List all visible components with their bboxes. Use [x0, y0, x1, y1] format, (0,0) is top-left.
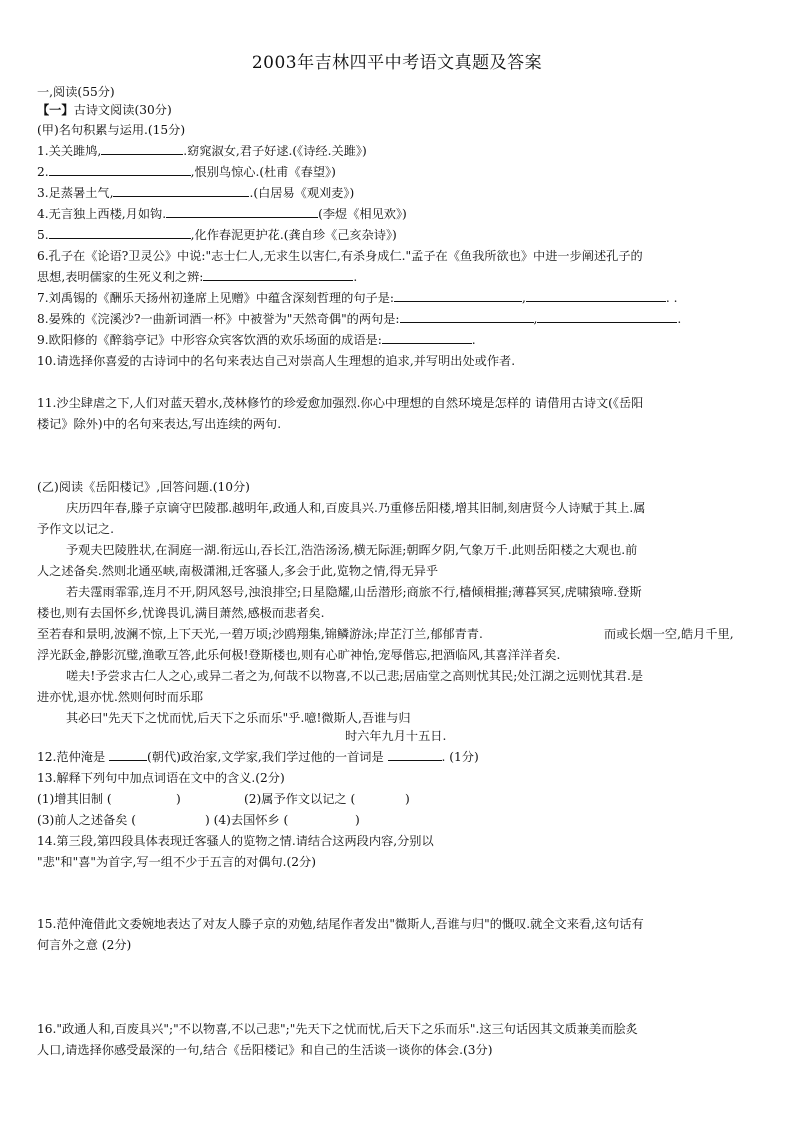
answer-blank[interactable]	[109, 748, 147, 761]
passage-line: 予作文以记之.	[37, 522, 114, 536]
passage-line: 人之述备矣.然则北通巫峡,南极潇湘,迁客骚人,多会于此,览物之情,得无异乎	[37, 564, 439, 578]
answer-blank[interactable]	[394, 289, 522, 302]
passage-line: 嗟夫!予尝求古仁人之心,或异二者之为,何哉不以物喜,不以己悲;居庙堂之高则忧其民;处江湖之远则忧其君.是	[66, 669, 644, 683]
answer-blank[interactable]	[526, 289, 666, 302]
answer-blank[interactable]	[166, 205, 318, 218]
subpart-heading-b: (乙)阅读《岳阳楼记》,回答问题.(10分)	[37, 480, 250, 494]
passage-line: 浮光跃金,静影沉璧,渔歌互答,此乐何极!登斯楼也,则有心旷神怡,宠辱偕忘,把酒临风,其喜洋洋者矣.	[37, 648, 561, 662]
question-9: 9.欧阳修的《醉翁亭记》中形容众宾客饮酒的欢乐场面的成语是: .	[37, 333, 476, 347]
passage-line: 庆历四年春,滕子京谪守巴陵郡.越明年,政通人和,百废具兴.乃重修岳阳楼,增其旧制,刻唐贤今人诗赋于其上.属	[66, 501, 646, 515]
passage-line: 楼也,则有去国怀乡,忧谗畏讥,满目萧然,感极而悲者矣.	[37, 606, 325, 620]
passage-date: 时六年九月十五日.	[345, 729, 447, 743]
answer-blank[interactable]	[101, 142, 183, 155]
answer-blank[interactable]	[203, 268, 353, 281]
question-15-cont: 何言外之意 (2分)	[37, 938, 132, 952]
answer-blank[interactable]	[49, 163, 191, 176]
question-4: 4.无言独上西楼,月如钩. (李煜《相见欢》)	[37, 207, 407, 221]
passage-line: 其必曰"先天下之忧而忧,后天下之乐而乐"乎.噫!微斯人,吾谁与归	[66, 711, 411, 725]
question-2: 2. ,恨别鸟惊心.(杜甫《春望》)	[37, 165, 336, 179]
passage-line: 至若春和景明,波澜不惊,上下天光,一碧万顷;沙鸥翔集,锦鳞游泳;岸芷汀兰,郁郁青青. 而或长烟一空,皓月千里,	[37, 627, 734, 641]
passage-line: 若夫霪雨霏霏,连月不开,阴风怒号,浊浪排空;日星隐耀,山岳潜形;商旅不行,樯倾楫摧;薄暮冥冥,虎啸猿啼.登斯	[66, 585, 642, 599]
question-12: 12.范仲淹是 (朝代)政治家,文学家,我们学过他的一首词是 . (1分)	[37, 750, 479, 764]
part-bracket: 【一】	[37, 103, 74, 117]
answer-blank[interactable]	[382, 331, 472, 344]
question-6: 6.孔子在《论语?卫灵公》中说:"志士仁人,无求生以害仁,有杀身成仁."孟子在《鱼我所欲也》中进一步阐述孔子的	[37, 249, 643, 263]
question-15: 15.范仲淹借此文委婉地表达了对友人滕子京的劝勉,结尾作者发出"微斯人,吾谁与归"的慨叹.就全文来看,这句话有	[37, 917, 644, 931]
question-7: 7.刘禹锡的《酬乐天扬州初逢席上见赠》中蕴含深刻哲理的句子是: , . .	[37, 291, 678, 305]
part-heading	[37, 101, 757, 119]
question-11: 11.沙尘肆虐之下,人们对蓝天碧水,茂林修竹的珍爱愈加强烈.你心中理想的自然环境是怎样的 请借用古诗文(《岳阳	[37, 396, 644, 410]
question-14-cont: "悲"和"喜"为首字,写一组不少于五言的对偶句.(2分)	[37, 855, 316, 869]
question-8: 8.晏殊的《浣溪沙?一曲新词酒一杯》中被誉为"天然奇偶"的两句是: , .	[37, 312, 682, 326]
question-16-cont: 人口,请选择你感受最深的一句,结合《岳阳楼记》和自己的生活谈一谈你的体会.(3分)	[37, 1043, 493, 1057]
section-heading: 一,阅读(55分)	[37, 85, 115, 99]
question-11-cont: 楼记》除外)中的名句来表达,写出连续的两句.	[37, 417, 282, 431]
question-14: 14.第三段,第四段具体表现迁客骚人的览物之情.请结合这两段内容,分别以	[37, 834, 434, 848]
answer-blank[interactable]	[400, 310, 534, 323]
question-16: 16."政通人和,百废具兴";"不以物喜,不以己悲";"先天下之忧而忧,后天下之乐而乐".这三句话因其文质兼美而脍炙	[37, 1022, 638, 1036]
answer-blank[interactable]	[537, 310, 677, 323]
answer-blank[interactable]	[49, 226, 191, 239]
part-heading-text: 古诗文阅读(30分)	[73, 103, 172, 117]
passage-line: 进亦忧,退亦忧.然则何时而乐耶	[37, 690, 204, 704]
question-3: 3.足蒸暑土气, .(白居易《观刈麦》)	[37, 186, 355, 200]
page-title: 2003年吉林四平中考语文真题及答案	[251, 53, 543, 73]
question-5: 5. ,化作春泥更护花.(龚自珍《己亥杂诗》)	[37, 228, 397, 242]
answer-blank[interactable]	[388, 748, 442, 761]
answer-blank[interactable]	[113, 184, 249, 197]
question-13: 13.解释下列句中加点词语在文中的含义.(2分)	[37, 771, 285, 785]
question-6-cont: 思想,表明儒家的生死义利之辨: .	[37, 270, 358, 284]
question-10: 10.请选择你喜爱的古诗词中的名句来表达自己对崇高人生理想的追求,并写明出处或作者.	[37, 354, 516, 368]
question-1: 1.关关雎鸠, .窈窕淑女,君子好逑.(《诗经.关雎》)	[37, 144, 367, 158]
exam-page: 2003年吉林四平中考语文真题及答案 一,阅读(55分) 【一】古诗文阅读(30分) (甲)名句积累与运用.(15分) 1.关关雎鸠, .窈窕淑女,君子好逑.(《诗经.关雎》) 2. ,恨别鸟惊心.(杜甫《春望》) 3.足蒸暑土气, .(白居易《观刈麦》) 4.无言独上西楼,月如钩. (李煜《相见欢》) 5. ,化作春泥更护花.(龚自珍《己亥杂诗》) 6.孔子在《论语?卫灵公》中说:"志士仁人,无求生以害仁,有杀身成仁."孟子在《鱼我所欲也》中进一步阐述孔子的 思想,表明儒家的生死义利之辨: . 7.刘禹锡的《酬乐天扬州初逢席上见赠》中蕴含深刻哲理的句子是: , . . 8.晏殊的《浣溪沙?一曲新词酒一杯》中被誉为"天然奇偶"的两句是: , . 9.欧阳修的《醉翁亭记》中形容众宾客饮酒的欢乐场面的成语是: . 10.请选择你喜爱的古诗词中的名句来表达自己对崇高人生理想的追求,并写明出处或作者. 11.沙尘肆虐之下,人们对蓝天碧水,茂林修竹的珍爱愈加强烈.你心中理想的自然环境是怎样的 请借用古诗文(《岳阳 楼记》除外)中的名句来表达,写出连续的两句. (乙)阅读《岳阳楼记》,回答问题.(10分) 庆历四年春,滕子京谪守巴陵郡.越明年,政通人和,百废具兴.乃重修岳阳楼,增其旧制,刻唐贤今人诗赋于其上.属 予作文以记之. 予观夫巴陵胜状,在洞庭一湖.衔远山,吞长江,浩浩汤汤,横无际涯;朝晖夕阴,气象万千.此则岳阳楼之大观也.前 人之述备矣.然则北通巫峡,南极潇湘,迁客骚人,多会于此,览物之情,得无异乎 若夫霪雨霏霏,连月不开,阴风怒号,浊浪排空;日星隐耀,山岳潜形;商旅不行,樯倾楫摧;薄暮冥冥,虎啸猿啼.登斯 楼也,则有去国怀乡,忧谗畏讥,满目萧然,感极而悲者矣. 至若春和景明,波澜不惊,上下天光,一碧万顷;沙鸥翔集,锦鳞游泳;岸芷汀兰,郁郁青青. 而或长烟一空,皓月千里, 浮光跃金,静影沉璧,渔歌互答,此乐何极!登斯楼也,则有心旷神怡,宠辱偕忘,把酒临风,其喜洋洋者矣. 嗟夫!予尝求古仁人之心,或异二者之为,何哉不以物喜,不以己悲;居庙堂之高则忧其民;处江湖之远则忧其君.是 进亦忧,退亦忧.然则何时而乐耶 其必曰"先天下之忧而忧,后天下之乐而乐"乎.噫!微斯人,吾谁与归 时六年九月十五日. 12.范仲淹是 (朝代)政治家,文学家,我们学过他的一首词是 . (1分) 13.解释下列句中加点词语在文中的含义.(2分) (1)增其旧制 ( ) (2)属予作文以记之 ( ) (3)前人之述备矣 ( ) (4)去国怀乡 ( ) 14.第三段,第四段具体表现迁客骚人的览物之情.请结合这两段内容,分别以 "悲"和"喜"为首字,写一组不少于五言的对偶句.(2分) 15.范仲淹借此文委婉地表达了对友人滕子京的劝勉,结尾作者发出"微斯人,吾谁与归"的慨叹.就全文来看,这句话有 何言外之意 (2分) 16."政通人和,百废具兴";"不以物喜,不以己悲";"先天下之忧而忧,后天下之乐而乐".这三句话因其文质兼美而脍炙 人口,请选择你感受最深的一句,结合《岳阳楼记》和自己的生活谈一谈你的体会.(3分)	[0, 0, 794, 1123]
passage-line: 予观夫巴陵胜状,在洞庭一湖.衔远山,吞长江,浩浩汤汤,横无际涯;朝晖夕阴,气象万千.此则岳阳楼之大观也.前	[66, 543, 638, 557]
subpart-heading-a: (甲)名句积累与运用.(15分)	[37, 123, 186, 137]
